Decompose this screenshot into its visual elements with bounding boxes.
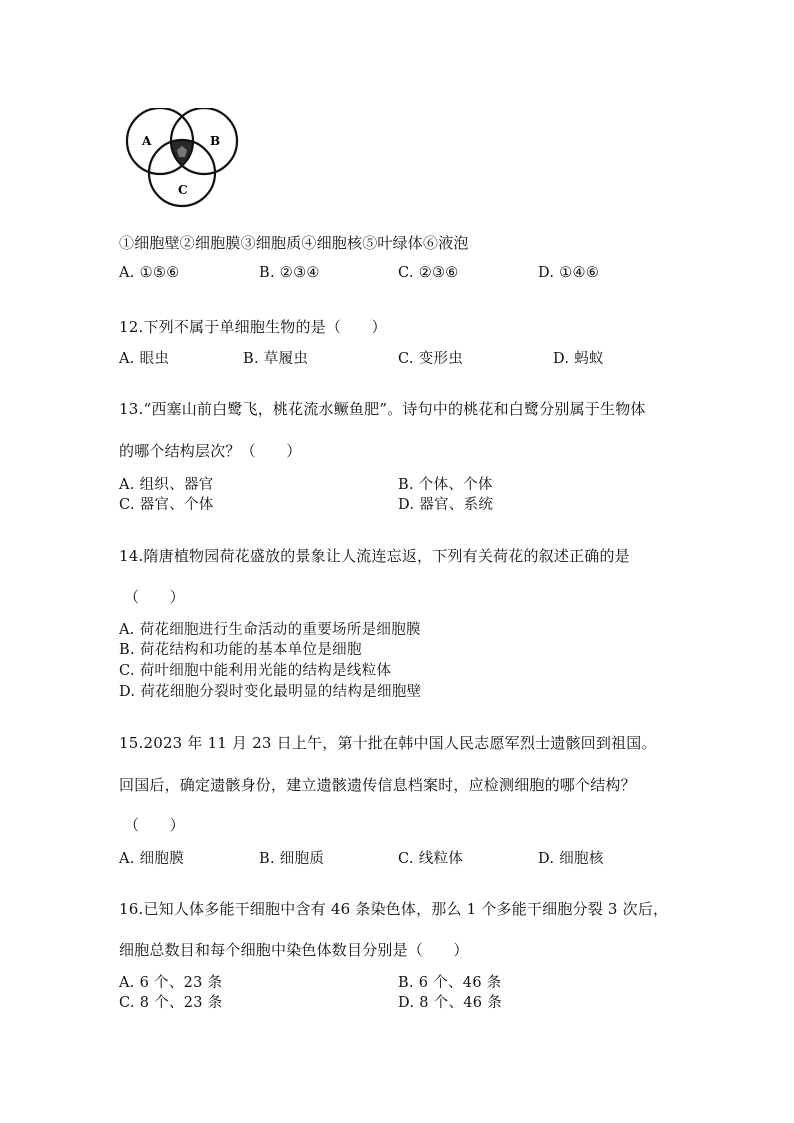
q13-option-a[interactable]: A. 组织、器官 — [119, 477, 214, 493]
q13-option-d[interactable]: D. 器官、系统 — [398, 497, 494, 513]
q12-option-d[interactable]: D. 蚂蚁 — [553, 351, 604, 367]
q12-option-a[interactable]: A. 眼虫 — [119, 351, 170, 367]
q14-option-a[interactable]: A. 荷花细胞进行生命活动的重要场所是细胞膜 — [119, 622, 421, 638]
q15-option-c[interactable]: C. 线粒体 — [398, 851, 464, 867]
venn-diagram — [120, 108, 244, 210]
venn-label-a: A — [142, 134, 152, 148]
q12-stem: 12.下列不属于单细胞生物的是（ ） — [119, 318, 387, 336]
q15-stem-line3: （ ） — [124, 816, 185, 834]
q15-stem-line1: 15.2023 年 11 月 23 日上午，第十批在韩中国人民志愿军烈士遗骸回到祖国。 — [119, 734, 657, 752]
q15-option-b[interactable]: B. 细胞质 — [259, 851, 325, 867]
q13-option-b[interactable]: B. 个体、个体 — [398, 477, 493, 493]
q15-stem-line2: 回国后，确定遗骸身份，建立遗骸遗传信息档案时，应检测细胞的哪个结构？ — [119, 776, 636, 794]
venn-label-c: C — [178, 183, 188, 197]
q12-option-b[interactable]: B. 草履虫 — [243, 351, 309, 367]
q11-option-b[interactable]: B. ②③④ — [259, 265, 320, 281]
q11-option-d[interactable]: D. ①④⑥ — [538, 265, 600, 281]
q13-option-c[interactable]: C. 器官、个体 — [119, 497, 214, 513]
q15-option-d[interactable]: D. 细胞核 — [538, 851, 604, 867]
q14-option-b[interactable]: B. 荷花结构和功能的基本单位是细胞 — [119, 642, 362, 658]
venn-label-b: B — [210, 134, 221, 148]
q16-option-b[interactable]: B. 6 个、46 条 — [398, 975, 502, 991]
q12-option-c[interactable]: C. 变形虫 — [398, 351, 464, 367]
q13-stem-line2: 的哪个结构层次？（ ） — [119, 442, 302, 460]
q14-stem-line2: （ ） — [124, 588, 185, 606]
q16-option-d[interactable]: D. 8 个、46 条 — [398, 995, 503, 1011]
q11-items: ①细胞壁②细胞膜③细胞质④细胞核⑤叶绿体⑥液泡 — [119, 234, 469, 252]
q11-option-a[interactable]: A. ①⑤⑥ — [119, 265, 180, 281]
q14-option-d[interactable]: D. 荷花细胞分裂时变化最明显的结构是细胞壁 — [119, 684, 422, 700]
q16-option-c[interactable]: C. 8 个、23 条 — [119, 995, 223, 1011]
q14-stem-line1: 14.隋唐植物园荷花盛放的景象让人流连忘返，下列有关荷花的叙述正确的是 — [119, 547, 630, 565]
q16-stem-line2: 细胞总数目和每个细胞中染色体数目分别是（ ） — [119, 941, 469, 959]
q13-stem-line1: 13.“西塞山前白鹭飞，桃花流水鳜鱼肥”。诗句中的桃花和白鹭分别属于生物体 — [119, 400, 646, 418]
q15-option-a[interactable]: A. 细胞膜 — [119, 851, 184, 867]
q14-option-c[interactable]: C. 荷叶细胞中能利用光能的结构是线粒体 — [119, 663, 392, 679]
q16-option-a[interactable]: A. 6 个、23 条 — [119, 975, 223, 991]
q11-option-c[interactable]: C. ②③⑥ — [398, 265, 459, 281]
q16-stem-line1: 16.已知人体多能干细胞中含有 46 条染色体，那么 1 个多能干细胞分裂 3 次后， — [119, 900, 669, 918]
